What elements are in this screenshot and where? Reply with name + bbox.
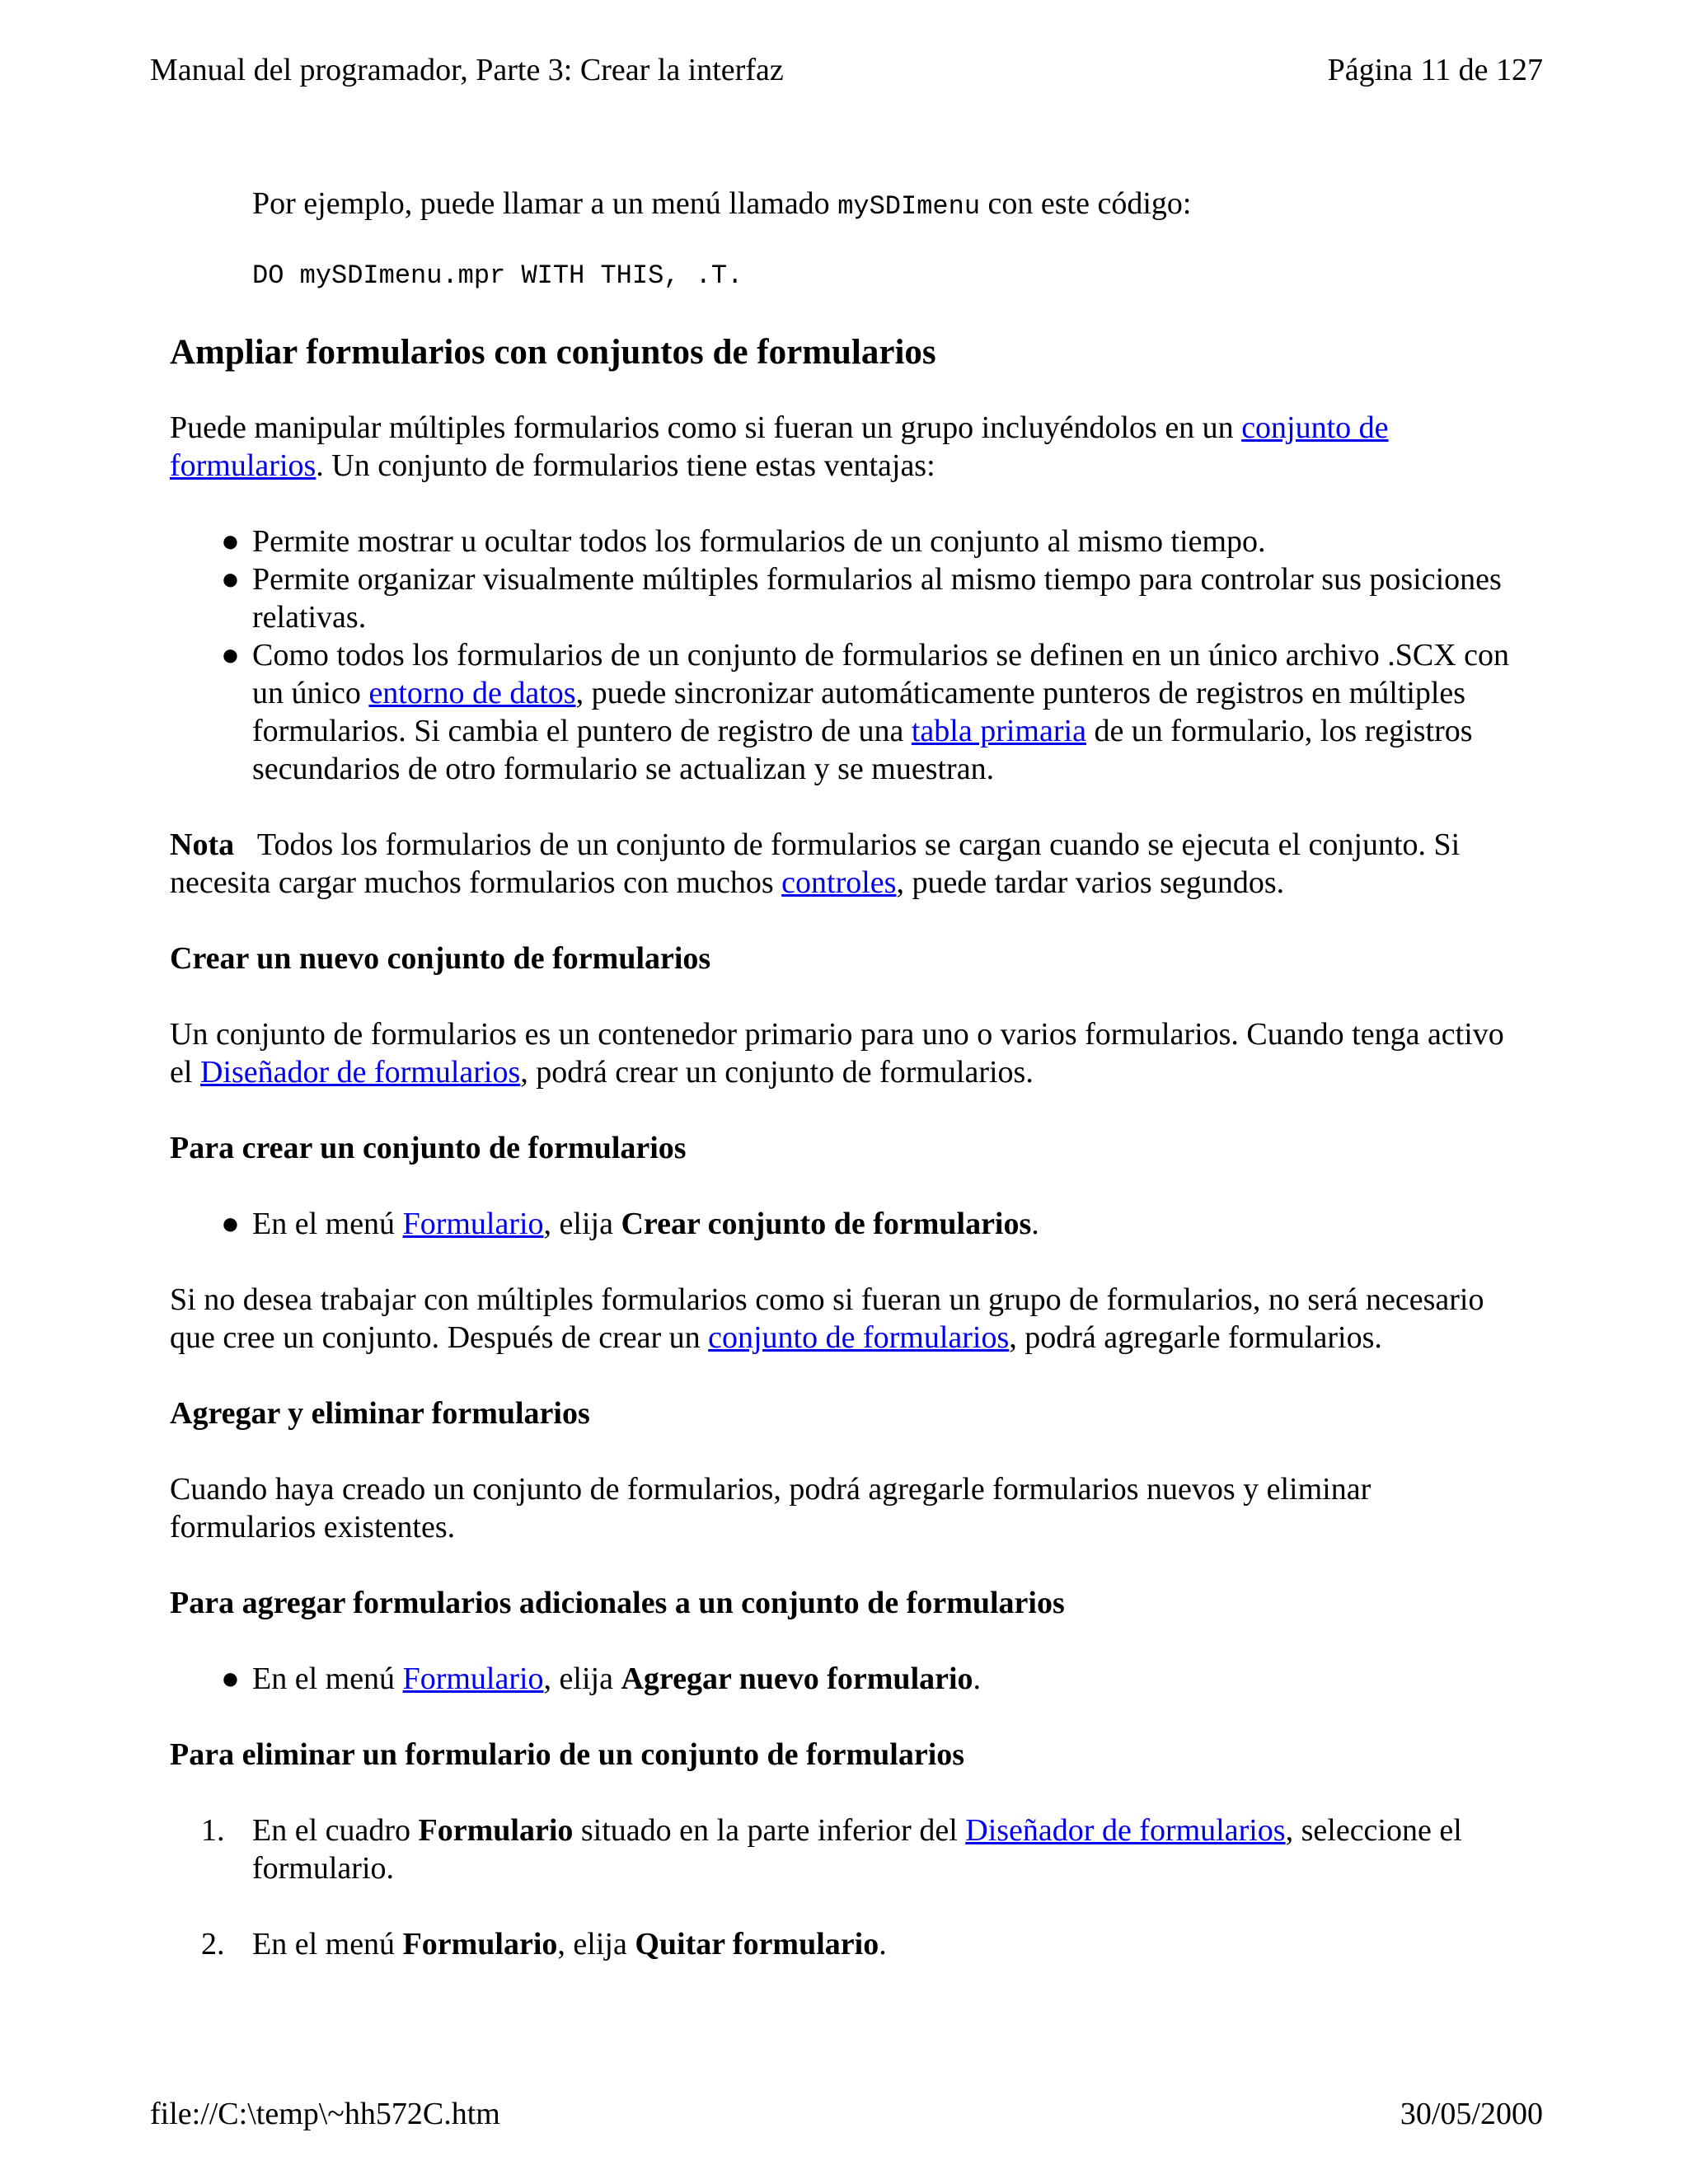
procedure-heading-eliminar: Para eliminar un formulario de un conjunto de formularios bbox=[170, 1737, 965, 1772]
crear-paragraph bbox=[170, 1015, 1522, 1091]
section-paragraph bbox=[170, 409, 1522, 485]
link-tabla-primaria[interactable]: tabla primaria bbox=[911, 714, 1086, 748]
link-conjunto-de-formularios-2[interactable]: conjunto de formularios bbox=[708, 1320, 1010, 1355]
list-item-text: , puede sincronizar automáticamente punteros de registros en múltiples formularios. Si cambia el puntero de registro de una bbox=[252, 676, 1466, 748]
note-paragraph bbox=[170, 826, 1522, 902]
paragraph-text-end: , podrá agregarle formularios. bbox=[1009, 1320, 1382, 1355]
file-path: file://C:\temp\~hh572C.htm bbox=[150, 2097, 500, 2131]
list-item bbox=[221, 560, 1522, 636]
command-name: Crear conjunto de formularios bbox=[621, 1207, 1032, 1241]
code-block: DO mySDImenu.mpr WITH THIS, .T. bbox=[252, 260, 743, 291]
command-name: Quitar formulario bbox=[635, 1927, 879, 1961]
advantages-list bbox=[170, 523, 1522, 788]
procedure-list-agregar bbox=[170, 1660, 1522, 1698]
step-text-end: . bbox=[879, 1927, 887, 1961]
list-item-text: Como todos los formularios de un conjunto de formularios se definen en un único archivo .SCX con un único bbox=[252, 638, 1510, 710]
procedure-list-eliminar bbox=[170, 1811, 1522, 1963]
bullet-icon: ● bbox=[221, 1207, 240, 1241]
list-item bbox=[201, 1811, 1522, 1887]
intro-text: Por ejemplo, puede llamar a un menú llamado bbox=[252, 186, 838, 221]
inline-code: mySDImenu bbox=[837, 191, 981, 222]
step-text-end: , seleccione el formulario. bbox=[252, 1813, 1462, 1886]
intro-text-end: con este código: bbox=[980, 186, 1192, 221]
note-label: Nota bbox=[170, 827, 235, 862]
list-item bbox=[221, 523, 1522, 560]
list-item bbox=[221, 1660, 1522, 1698]
list-item bbox=[221, 1205, 1522, 1243]
bullet-icon: ● bbox=[221, 638, 240, 673]
step-text-end: . bbox=[973, 1661, 982, 1696]
step-number: 2. bbox=[201, 1927, 225, 1961]
procedure-list-crear bbox=[170, 1205, 1522, 1243]
subsection-heading-agregar: Agregar y eliminar formularios bbox=[170, 1396, 590, 1431]
command-name: Agregar nuevo formulario bbox=[621, 1661, 973, 1696]
page-number: Página 11 de 127 bbox=[1327, 53, 1543, 87]
link-formulario-menu-2[interactable]: Formulario bbox=[402, 1661, 544, 1696]
bullet-icon: ● bbox=[221, 562, 240, 597]
link-conjunto-de-formularios[interactable]: conjunto de formularios bbox=[170, 410, 1389, 483]
link-controles[interactable]: controles bbox=[781, 865, 897, 900]
link-entorno-de-datos[interactable]: entorno de datos bbox=[368, 676, 576, 710]
note-text: Todos los formularios de un conjunto de formularios se cargan cuando se ejecuta el conjunto. Si necesita cargar muchos formularios con muchos bbox=[170, 827, 1468, 900]
note-text-end: , puede tardar varios segundos. bbox=[896, 865, 1285, 900]
paragraph-text-end: . Un conjunto de formularios tiene estas ventajas: bbox=[316, 448, 935, 483]
step-text: En el cuadro bbox=[252, 1813, 419, 1848]
intro-paragraph bbox=[252, 185, 1522, 226]
step-text: En el menú bbox=[252, 1661, 403, 1696]
procedure-heading-agregar: Para agregar formularios adicionales a un conjunto de formularios bbox=[170, 1586, 1065, 1620]
step-text: , elija bbox=[557, 1927, 635, 1961]
paragraph-text: Si no desea trabajar con múltiples formularios como si fueran un grupo de formularios, no será necesario que cree un conjunto. Después de crear un bbox=[170, 1282, 1484, 1355]
menu-name: Formulario bbox=[402, 1927, 558, 1961]
document-title: Manual del programador, Parte 3: Crear la interfaz bbox=[150, 53, 784, 87]
step-text-end: . bbox=[1031, 1207, 1039, 1241]
bullet-icon: ● bbox=[221, 524, 240, 559]
list-item-text: Permite mostrar u ocultar todos los formularios de un conjunto al mismo tiempo. bbox=[252, 524, 1266, 559]
step-text: situado en la parte inferior del bbox=[573, 1813, 966, 1848]
step-text: , elija bbox=[543, 1207, 621, 1241]
page-footer bbox=[150, 2095, 1543, 2133]
list-item bbox=[221, 636, 1522, 788]
page-header bbox=[150, 51, 1543, 89]
list-item bbox=[201, 1925, 1522, 1963]
link-disenador-de-formularios-2[interactable]: Diseñador de formularios bbox=[965, 1813, 1286, 1848]
print-date: 30/05/2000 bbox=[1400, 2097, 1543, 2131]
paragraph-text-end: , podrá crear un conjunto de formularios. bbox=[520, 1055, 1034, 1090]
procedure-heading-crear: Para crear un conjunto de formularios bbox=[170, 1131, 687, 1165]
list-item-text: de un formulario, los registros secundarios de otro formulario se actualizan y se muestran. bbox=[252, 714, 1473, 786]
bullet-icon: ● bbox=[221, 1661, 240, 1696]
link-disenador-de-formularios[interactable]: Diseñador de formularios bbox=[199, 1055, 521, 1090]
document-body bbox=[170, 185, 1522, 1963]
step-text: En el menú bbox=[252, 1207, 403, 1241]
step-text: , elija bbox=[543, 1661, 621, 1696]
agregar-paragraph: Cuando haya creado un conjunto de formularios, podrá agregarle formularios nuevos y eliminar formularios existentes. bbox=[170, 1472, 1372, 1544]
crear-paragraph-2 bbox=[170, 1281, 1522, 1357]
subsection-heading-crear: Crear un nuevo conjunto de formularios bbox=[170, 941, 711, 976]
paragraph-text: Un conjunto de formularios es un contenedor primario para uno o varios formularios. Cuando tenga activo el bbox=[170, 1017, 1504, 1090]
paragraph-text: Puede manipular múltiples formularios como si fueran un grupo incluyéndolos en un bbox=[170, 410, 1242, 445]
list-item-text: Permite organizar visualmente múltiples formularios al mismo tiempo para controlar sus posiciones relativas. bbox=[252, 562, 1502, 635]
step-number: 1. bbox=[201, 1813, 225, 1848]
section-heading: Ampliar formularios con conjuntos de formularios bbox=[170, 333, 936, 372]
step-text: En el menú bbox=[252, 1927, 403, 1961]
ui-element-name: Formulario bbox=[418, 1813, 574, 1848]
link-formulario-menu[interactable]: Formulario bbox=[402, 1207, 544, 1241]
